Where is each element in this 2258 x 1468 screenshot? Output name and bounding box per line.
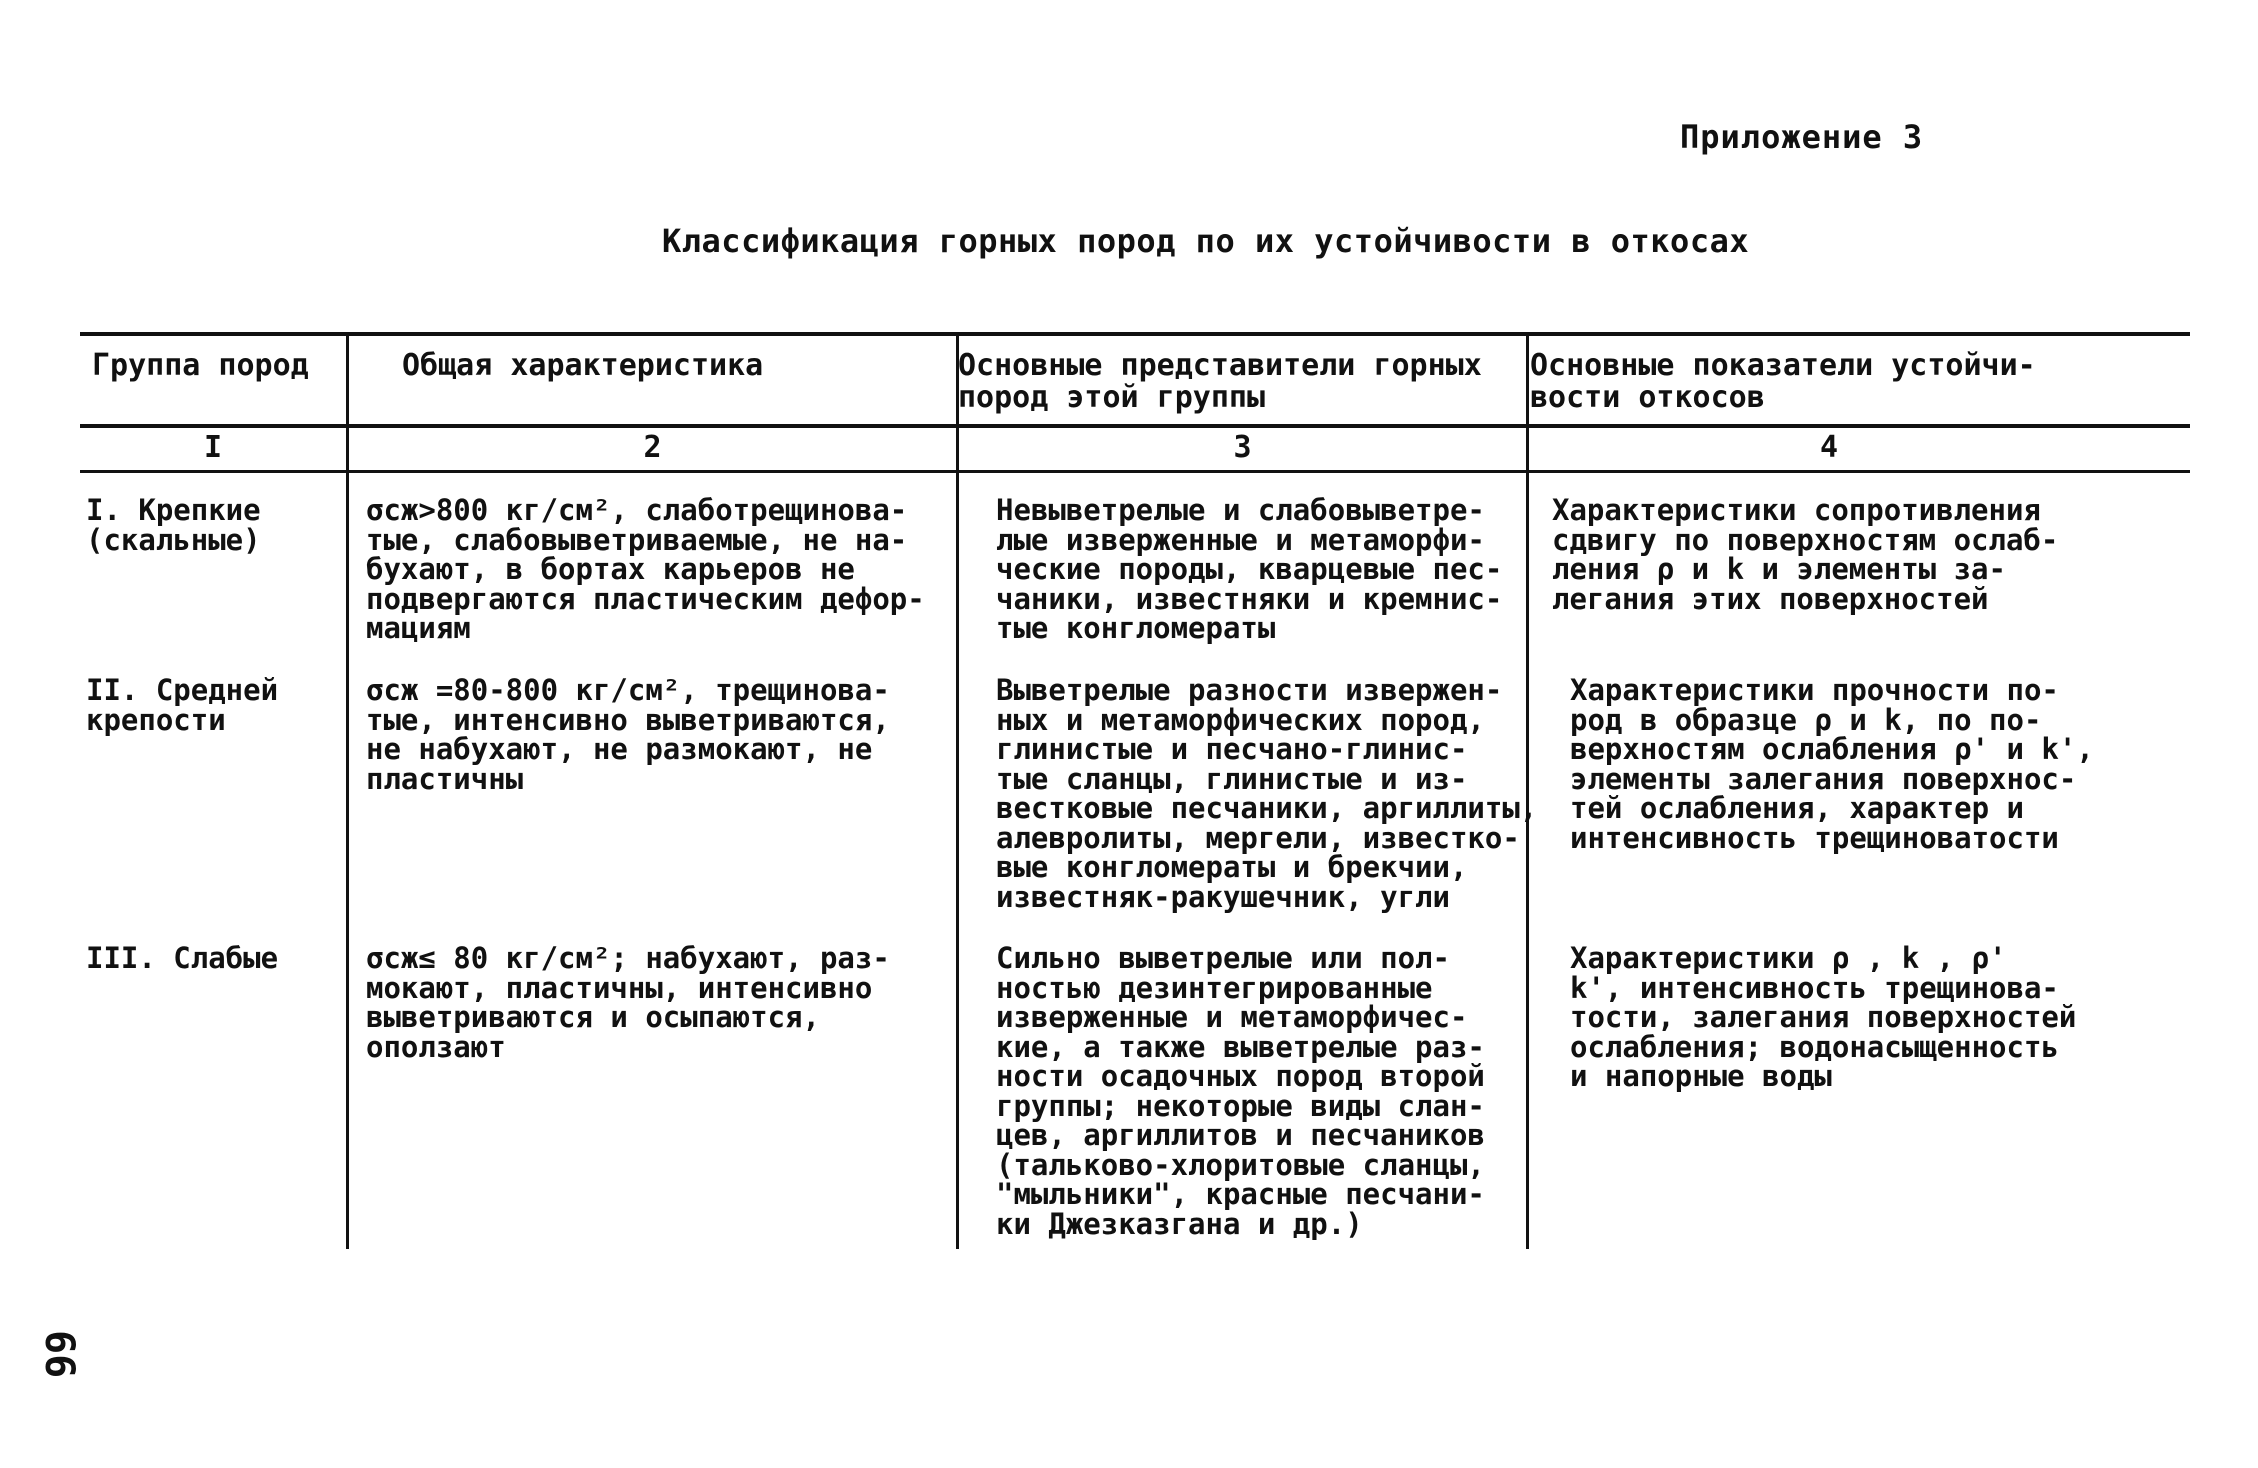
table-row-1-group: I. Крепкие (скальные) [86,493,261,557]
table-row-3-representatives: Сильно выветрелые или пол- ностью дезинтегрированные изверженные и метаморфичес- кие, а также выветрелые раз- ности осадочных пород второй группы; некоторые виды слан- цев, аргиллитов и песчаников (тальково-хлоритовые сланцы, "мыльники", красные песчани- ки Джезказгана и др.) [996,941,1485,1241]
column-divider-1 [346,334,349,1249]
table-row-2-group: II. Средней крепости [86,673,279,737]
column-header-indicators: Основные показатели устойчи- вости откосов [1530,348,2036,415]
column-number-3: 3 [1233,430,1252,465]
table-row-3-group: III. Слабые [86,941,279,975]
table-row-3-general: σсж≤ 80 кг/см²; набухают, раз- мокают, пластичны, интенсивно выветриваются и осыпаются, оползают [366,941,890,1064]
column-number-2: 2 [643,430,662,465]
table-number-rule [80,470,2190,473]
table-row-3-indicators: Характеристики ρ , k , ρ' k', интенсивность трещинова- тости, залегания поверхностей ослабления; водонасыщенность и напорные воды [1570,941,2077,1093]
table-row-1-indicators: Характеристики сопротивления сдвигу по поверхностям ослаб- ления ρ и k и элементы за- легания этих поверхностей [1552,493,2059,616]
page-number: 66 [36,1330,82,1379]
table-row-1-general: σсж>800 кг/см², слаботрещинова- тые, слабовыветриваемые, не на- бухают, в бортах карьеров не подвергаются пластическим дефор- мациям [366,493,925,645]
table-row-2-indicators: Характеристики прочности по- род в образце ρ и k, по по- верхностям ослабления ρ' и k', элементы залегания поверхнос- тей ослабления, характер и интенсивность трещиноватости [1570,673,2094,855]
column-number-1: I [203,430,223,465]
table-top-rule [80,332,2190,336]
document-title: Классификация горных пород по их устойчивости в откосах [662,222,1750,260]
column-header-group: Группа пород [92,348,309,383]
appendix-label: Приложение 3 [1680,118,1924,156]
table-row-2-representatives: Выветрелые разности извержен- ных и метаморфических пород, глинистые и песчано-глинис- тые сланцы, глинистые и из- вестковые песчаники, аргиллиты, алевролиты, мергели, известко- вые конгломераты и брекчии, известняк-ракушечник, угли [996,673,1538,914]
table-row-2-general: σсж =80-800 кг/см², трещинова- тые, интенсивно выветриваются, не набухают, не размокают, не пластичны [366,673,890,796]
column-number-4: 4 [1819,430,1839,465]
table-header-rule [80,424,2190,428]
table-row-1-representatives: Невыветрелые и слабовыветре- лые изверженные и метаморфи- ческие породы, кварцевые пес- чаники, известняки и кремнис- тые конгломераты [996,493,1503,645]
column-header-general: Общая характеристика [402,348,764,383]
column-header-representatives: Основные представители горных пород этой группы [958,348,1482,415]
column-divider-2 [956,334,959,1249]
